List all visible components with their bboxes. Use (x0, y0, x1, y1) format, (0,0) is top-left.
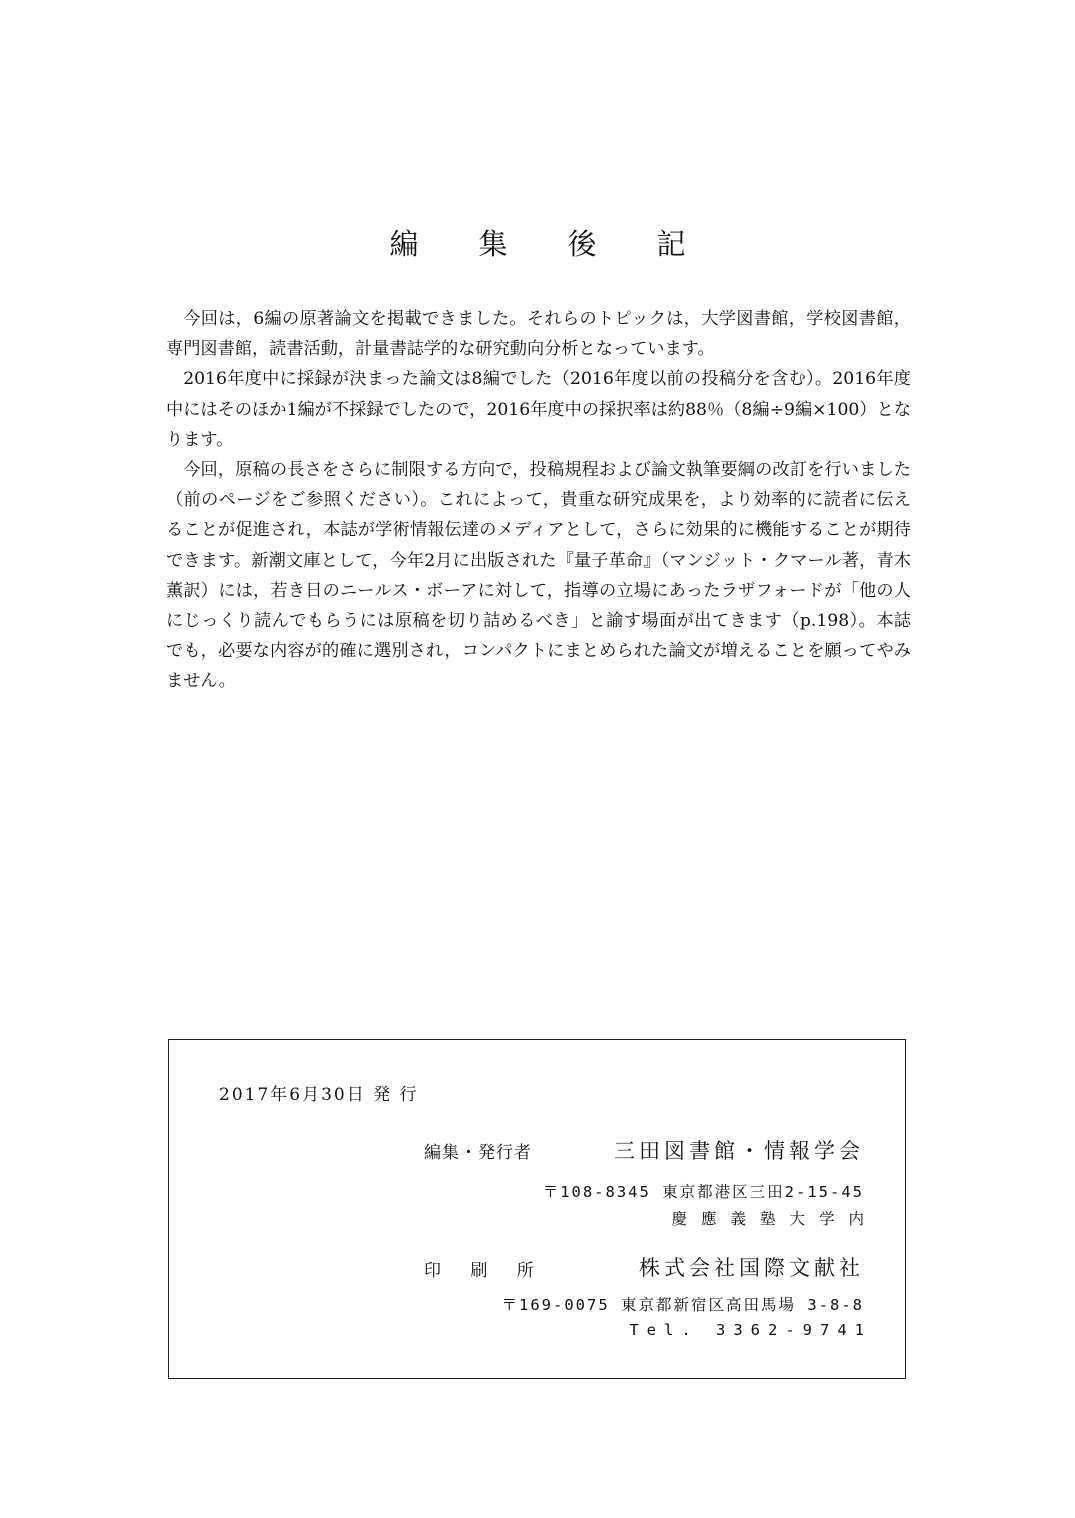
printer-address: 〒169-0075 東京都新宿区高田馬場 3-8-8 (501, 1296, 864, 1314)
publisher-label: 編集・発行者 (424, 1143, 532, 1163)
paragraph-1: 今回は，6編の原著論文を掲載できました。それらのトピックは，大学図書館，学校図書館，専門図書館，読書活動，計量書誌学的な研究動向分析となっています。 (166, 309, 911, 360)
printer-label: 印 刷 所 (424, 1261, 546, 1281)
publisher-name: 三田図書館・情報学会 (614, 1139, 864, 1163)
paragraph-2: 2016年度中に採録が決まった論文は8編でした（2016年度以前の投稿分を含む）。2016年度中にはそのほか1編が不採録でしたので，2016年度中の採択率は約88％（8編÷9編×100）となります。 (166, 369, 911, 450)
printer-tel: Tel. 3362-9741 (629, 1321, 872, 1339)
page-title: 編集後記 (389, 227, 746, 261)
printer-name: 株式会社国際文献社 (639, 1256, 864, 1280)
editorial-body (166, 304, 911, 697)
publisher-address: 〒108-8345 東京都港区三田2-15-45 (542, 1183, 864, 1201)
publisher-building: 慶應義塾大学内 (671, 1210, 878, 1228)
publication-date: 2017年6月30日 発 行 (219, 1085, 419, 1105)
paragraph-3: 今回，原稿の長さをさらに制限する方向で，投稿規程および論文執筆要綱の改訂を行いました（前のページをご参照ください）。これによって，貴重な研究成果を，より効率的に読者に伝えることが促進され，本誌が学術情報伝達のメディアとして，さらに効果的に機能することが期待できます。新潮文庫として，今年2月に出版された『量子革命』（マンジット・クマール著，青木薫訳）には，若き日のニールス・ボーアに対して，指導の立場にあったラザフォードが「他の人にじっくり読んでもらうには原稿を切り詰めるべき」と諭す場面が出てきます（p.198）。本誌でも，必要な内容が的確に選別され，コンパクトにまとめられた論文が増えることを願ってやみません。 (166, 460, 911, 692)
colophon-box (168, 1039, 906, 1379)
